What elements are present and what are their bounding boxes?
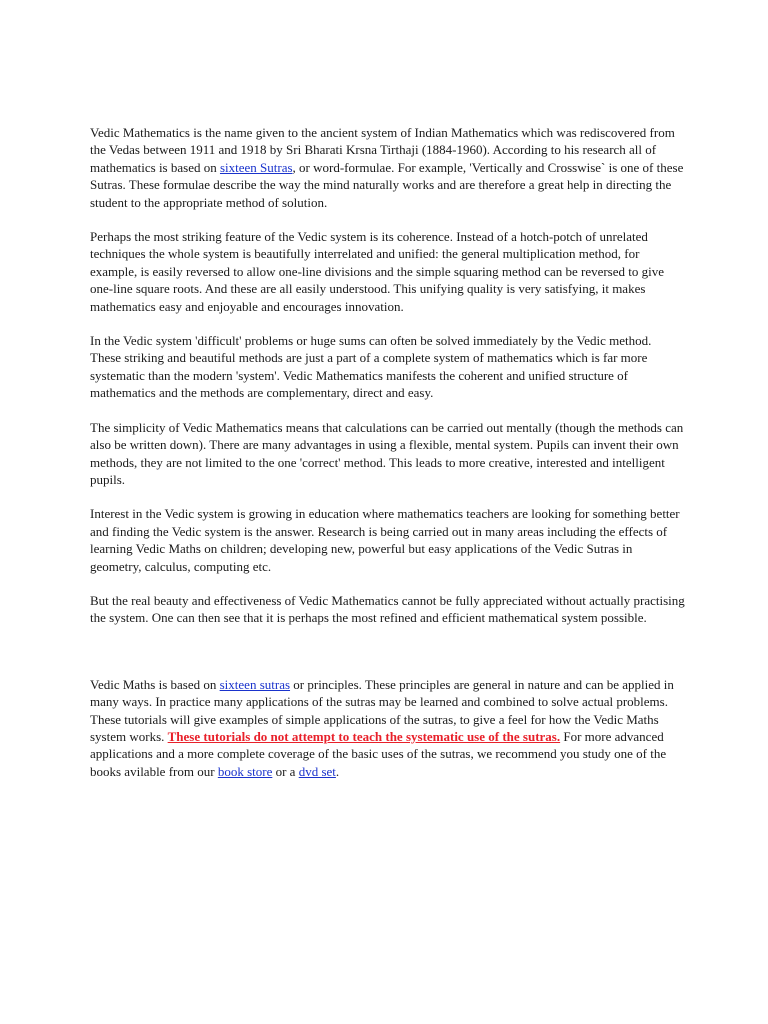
dvd-set-link[interactable]: dvd set (298, 763, 336, 779)
paragraph-closing (90, 676, 685, 780)
paragraph-difficult-problems: In the Vedic system 'difficult' problems or huge sums can often be solved immediately by the Vedic method. These striking and beautiful methods are just a part of a complete system of mathematics which is far more systematic than the modern 'system'. Vedic Mathematics manifests the coherent and unified structure of mathematics and the methods are complementary, direct and easy. (90, 333, 652, 401)
paragraph-interest: Interest in the Vedic system is growing in education where mathematics teachers are looking for something better and finding the Vedic system is the answer. Research is being carried out in many areas including the effects of learning Vedic Maths on children; developing new, powerful but easy applications of the Vedic Sutras in geometry, calculus, computing etc. (90, 506, 680, 574)
closing-text-middle: or principles. These principles are general in nature and can be applied in many ways. In practice many applications of the sutras may be learned and combined to solve actual problems. These tutorials will give examples of simple applications of the sutras, to give a feel for how the Vedic Maths system works. (90, 676, 674, 744)
paragraph-intro-text-start: Vedic Mathematics is the name given to the ancient system of Indian Mathematics which was rediscovered from the Vedas between 1911 and 1918 by Sri Bharati Krsna Tirthaji (1884-1960). According to his research all of mathematics is based on (90, 125, 675, 175)
sixteen-sutras-link-2[interactable]: sixteen sutras (219, 676, 291, 692)
paragraph-intro-text-end: , or word-formulae. For example, 'Vertically and Crosswise` is one of these Sutras. These formulae describe the way the mind naturally works and are therefore a great help in directing the student to the appropriate method of solution. (90, 159, 684, 210)
book-store-link[interactable]: book store (217, 763, 273, 779)
closing-text-after-warning: For more advanced applications and a more complete coverage of the basic uses of the sutras, we recommend you study one of the books avilable from our (90, 728, 667, 779)
closing-text-end: . (335, 763, 340, 779)
paragraph-beauty: But the real beauty and effectiveness of Vedic Mathematics cannot be fully appreciated without actually practising the system. One can then see that it is perhaps the most refined and efficient mathematical system possible. (90, 592, 685, 626)
document-body (90, 124, 685, 797)
sixteen-sutras-link[interactable]: sixteen Sutras (219, 159, 293, 175)
closing-text-start: Vedic Maths is based on (90, 676, 220, 692)
closing-text-or: or a (272, 763, 299, 779)
paragraph-intro (90, 124, 685, 211)
paragraph-simplicity: The simplicity of Vedic Mathematics means that calculations can be carried out mentally (though the methods can also be written down). There are many advantages in using a flexible, mental system. Pupils can invent their own methods, they are not limited to the one 'correct' method. This leads to more creative, interested and intelligent pupils. (90, 419, 684, 487)
tutorials-warning-link[interactable]: These tutorials do not attempt to teach the systematic use of the sutras. (167, 728, 561, 744)
paragraph-coherence: Perhaps the most striking feature of the Vedic system is its coherence. Instead of a hotch-potch of unrelated techniques the whole system is beautifully interrelated and unified: the general multiplication method, for example, is easily reversed to allow one-line divisions and the simple squaring method can be reversed to give one-line square roots. And these are all easily understood. This unifying quality is very satisfying, it makes mathematics easy and enjoyable and encourages innovation. (90, 229, 665, 314)
